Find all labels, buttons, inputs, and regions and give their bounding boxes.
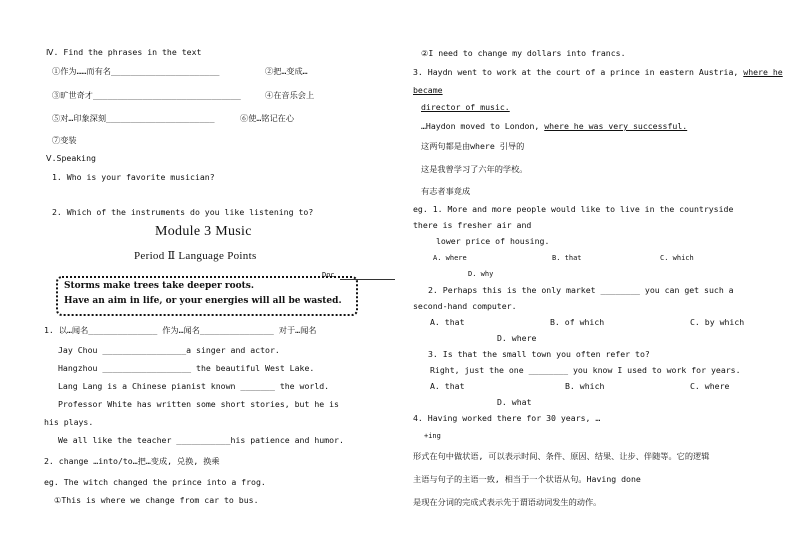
option-3c: C. where <box>690 381 730 391</box>
right-note-where: 这两句都是由where 引导的 <box>421 141 525 151</box>
option-3d: D. what <box>497 397 532 407</box>
example-1: Jay Chou _________________a singer and actor. <box>58 345 280 355</box>
right-eg-2-cont: second-hand computer. <box>413 301 517 311</box>
right-explain-1: 形式在句中做状语, 可以表示时间、条件、原因、结果、让步、伴随等。它的逻辑 <box>413 451 710 461</box>
phrase-4: ④在音乐会上 <box>265 90 315 100</box>
right-haydon-text: …Haydon moved to London, <box>421 121 545 131</box>
right-item-3-cont2-ul: director of music. <box>421 102 510 112</box>
speaking-question-1: 1. Who is your favorite musician? <box>52 172 215 182</box>
option-2a: A. that <box>430 317 465 327</box>
example-3: Lang Lang is a Chinese pianist known _______ the world. <box>58 381 330 391</box>
period-title: Period Ⅱ Language Points <box>134 250 257 262</box>
right-explain-3: 是现在分词的完成式表示先于谓语动词发生的动作。 <box>413 497 602 507</box>
item-2: 2. change …into/to…把…变成, 兑换, 换乘 <box>44 456 220 466</box>
right-item-3-text: 3. Haydn went to work at the court of a prince in eastern Austria, <box>413 67 744 77</box>
example-2: Hangzhou __________________ the beautiful West Lake. <box>58 363 315 373</box>
right-item-4: 4. Having worked there for 30 years, … <box>413 413 601 423</box>
section-5-title: Ⅴ.Speaking <box>46 153 96 163</box>
right-haydon-underlined: where he was very successful. <box>544 121 688 131</box>
right-eg-3: 3. Is that the small town you often refer to? <box>428 349 650 359</box>
option-1a: A. where <box>433 254 467 262</box>
right-eg-1: eg. 1. More and more people would like to live in the countryside <box>413 204 734 214</box>
example-5: We all like the teacher ___________his patience and humor. <box>58 435 344 445</box>
option-1c: C. which <box>660 254 694 262</box>
right-eg-1-cont2: lower price of housing. <box>436 236 550 246</box>
right-haydon-line <box>421 121 687 132</box>
example-4a: Professor White has written some short stories, but he is <box>58 399 339 409</box>
phrase-2: ②把…变成… <box>265 66 308 76</box>
stray-mark: Doc <box>322 271 335 279</box>
phrase-6: ⑥使…铭记在心 <box>240 113 295 123</box>
item-2-eg: eg. The witch changed the prince into a frog. <box>44 477 266 487</box>
right-eg-3-cont: Right, just the one ________ you know I used to work for years. <box>430 365 741 375</box>
option-2c: C. by which <box>690 317 745 327</box>
right-item-3-underlined: where he <box>743 67 783 77</box>
quote-line-1: Storms make trees take deeper roots. <box>64 281 254 291</box>
right-item-3-cont: became <box>413 85 443 95</box>
example-4b: his plays. <box>44 417 94 427</box>
option-3b: B. which <box>565 381 605 391</box>
speaking-question-2: 2. Which of the instruments do you like listening to? <box>52 207 314 217</box>
right-translate: 这是我曾学习了六年的学校。 <box>421 164 528 174</box>
quote-line-2: Have an aim in life, or your energies will all be wasted. <box>64 296 342 306</box>
right-eg-1-cont: there is fresher air and <box>413 220 532 230</box>
item-2-eg-1: ①This is where we change from car to bus. <box>54 495 259 505</box>
phrase-3: ③旷世奇才______________________________ <box>52 90 241 100</box>
phrase-7: ⑦变装 <box>52 135 77 145</box>
option-2d: D. where <box>497 333 537 343</box>
right-eg-2: 2. Perhaps this is the only market ________ you can get such a <box>428 285 734 295</box>
option-1b: B. that <box>552 254 582 262</box>
module-title: Module 3 Music <box>155 224 252 239</box>
section-4-title: Ⅳ. Find the phrases in the text <box>46 47 202 57</box>
right-item-3-cont2 <box>421 102 510 113</box>
phrase-1: ①作为……而有名______________________ <box>52 66 220 76</box>
option-2b: B. of which <box>550 317 605 327</box>
right-proverb: 有志者事竟成 <box>421 186 471 196</box>
item-1: 1. 以…闻名______________ 作为…闻名_______________ 对于…闻名 <box>44 325 317 335</box>
right-item-3 <box>413 67 783 78</box>
right-ing: +ing <box>424 432 441 440</box>
right-line-1: ②I need to change my dollars into francs. <box>421 48 626 58</box>
right-explain-2: 主语与句子的主语一致, 相当于一个状语从句。Having done <box>413 474 641 484</box>
phrase-5: ⑤对…印象深刻______________________ <box>52 113 215 123</box>
option-3a: A. that <box>430 381 465 391</box>
option-1d: D. why <box>468 270 494 278</box>
